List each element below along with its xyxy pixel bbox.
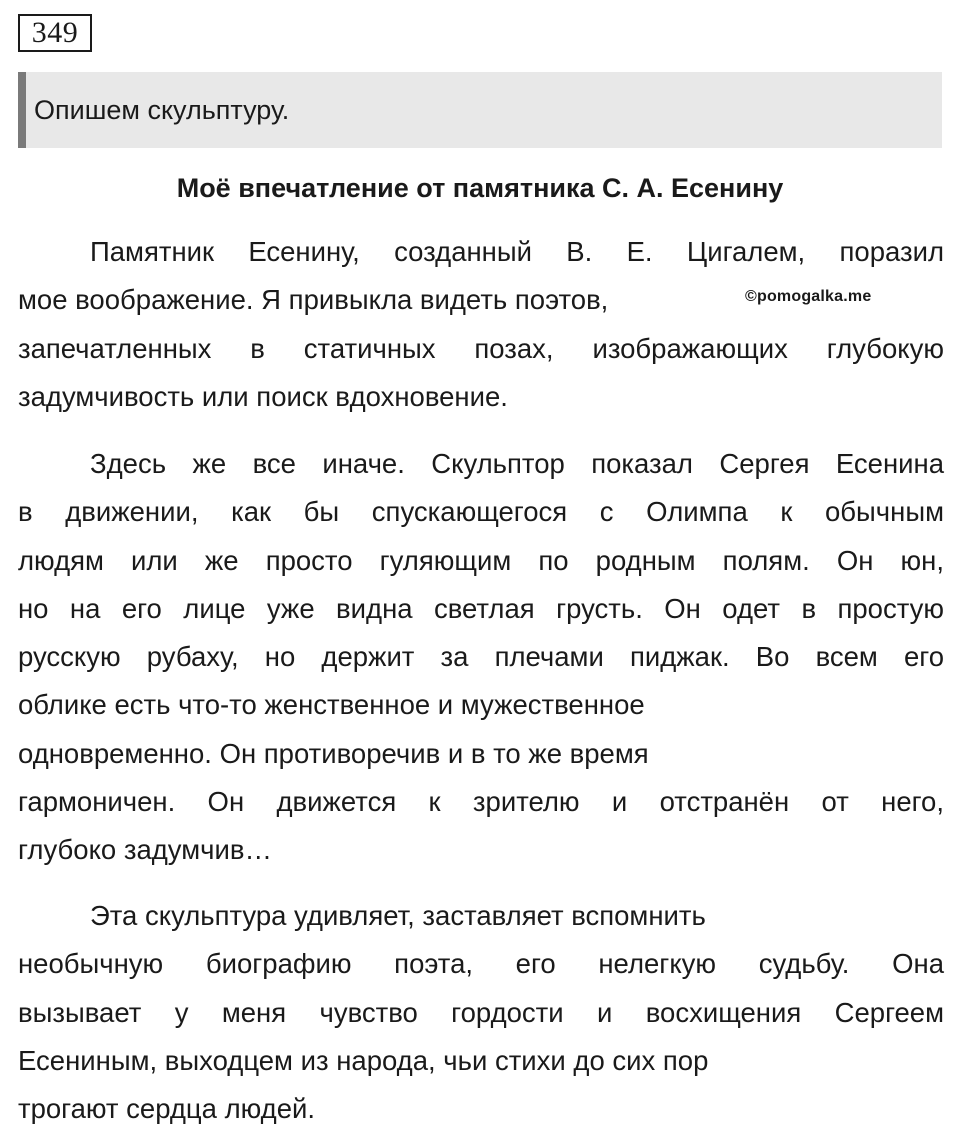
text-line: одновременно. Он противоречив и в то же время [18, 737, 649, 769]
text-line: трогают сердца людей. [18, 1093, 316, 1125]
text-line: необычную биографию поэта, его нелегкую судьбу. Она [18, 948, 944, 980]
essay-paragraph-3 [18, 892, 944, 1133]
text-line: людям или же просто гуляющим по родным полям. Он юн, [18, 544, 944, 576]
task-number-box: 349 [18, 14, 92, 52]
text-line: гармоничен. Он движется к зрителю и отстранён от него, [18, 786, 944, 818]
text-line: русскую рубаху, но держит за плечами пиджак. Во всем его [18, 641, 944, 673]
text-line: в движении, как бы спускающегося с Олимпа к обычным [18, 496, 944, 528]
watermark: ©pomogalka.me [745, 288, 872, 305]
text-line: Памятник Есенину, созданный В. Е. Цигалем, поразил [90, 236, 944, 267]
text-line: Эта скульптура удивляет, заставляет вспомнить [90, 900, 706, 931]
text-line: облике есть что-то женственное и мужественное [18, 689, 645, 721]
task-instruction-banner: Опишем скульптуру. [18, 72, 942, 148]
text-line: глубоко задумчив… [18, 834, 272, 866]
text-line: задумчивость или поиск вдохновение. [18, 380, 508, 412]
essay-paragraph-2 [18, 440, 944, 875]
text-line: Здесь же все иначе. Скульптор показал Сергея Есенина [90, 448, 944, 479]
essay-paragraph-1 [18, 228, 944, 421]
text-line: но на его лице уже видна светлая грусть. Он одет в простую [18, 592, 944, 624]
text-line: вызывает у меня чувство гордости и восхищения Сергеем [18, 996, 944, 1028]
essay-title: Моё впечатление от памятника С. А. Есенину [176, 173, 784, 203]
text-line: мое воображение. Я привыкла видеть поэтов, [18, 284, 609, 316]
text-line: Есениным, выходцем из народа, чьи стихи до сих пор [18, 1044, 709, 1076]
text-line: запечатленных в статичных позах, изображающих глубокую [18, 332, 944, 364]
